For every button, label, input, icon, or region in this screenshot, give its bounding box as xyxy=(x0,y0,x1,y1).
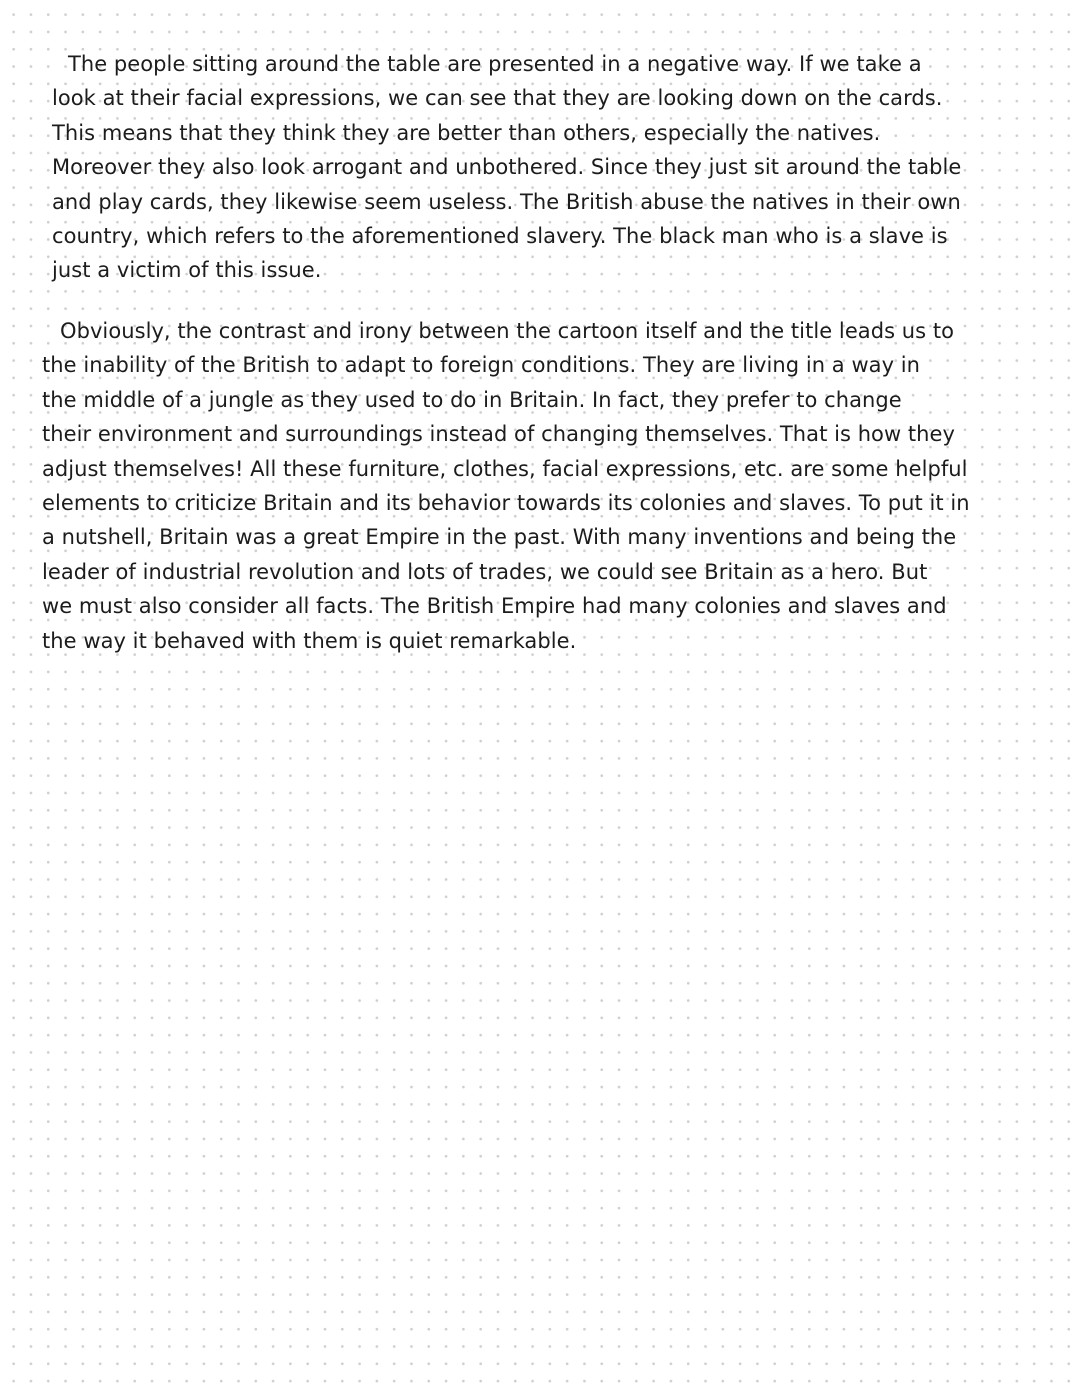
text-line: Moreover they also look arrogant and unbothered. Since they just sit around the table xyxy=(52,155,962,180)
text-line: the inability of the British to adapt to foreign conditions. They are living in a way in xyxy=(42,353,921,378)
paragraph-contrast-and-irony xyxy=(42,314,1032,664)
text-line: This means that they think they are better than others, especially the natives. xyxy=(52,120,881,145)
text-line: look at their facial expressions, we can see that they are looking down on the cards. xyxy=(52,86,943,111)
text-line: their environment and surroundings instead of changing themselves. That is how they xyxy=(42,422,955,447)
text-line: leader of industrial revolution and lots of trades, we could see Britain as a hero. But xyxy=(42,559,928,584)
text-line: Obviously, the contrast and irony between the cartoon itself and the title leads us to xyxy=(60,319,955,343)
text-line: we must also consider all facts. The British Empire had many colonies and slaves and xyxy=(42,594,947,619)
text-line: elements to criticize Britain and its behavior towards its colonies and slaves. To put it in xyxy=(42,491,970,515)
text-line: country, which refers to the aforementioned slavery. The black man who is a slave is xyxy=(52,224,948,248)
text-line: The people sitting around the table are presented in a negative way. If we take a xyxy=(68,52,922,76)
text-line: the way it behaved with them is quiet remarkable. xyxy=(42,628,577,653)
text-line: a nutshell, Britain was a great Empire in the past. With many inventions and being the xyxy=(42,525,957,550)
text-line: and play cards, they likewise seem useless. The British abuse the natives in their own xyxy=(52,189,961,214)
text-line: adjust themselves! All these furniture, clothes, facial expressions, etc. are some helpful xyxy=(42,456,968,481)
text-line: just a victim of this issue. xyxy=(52,258,322,283)
paragraph-british-at-table xyxy=(52,47,1032,292)
text-line: the middle of a jungle as they used to do in Britain. In fact, they prefer to change xyxy=(42,387,902,412)
